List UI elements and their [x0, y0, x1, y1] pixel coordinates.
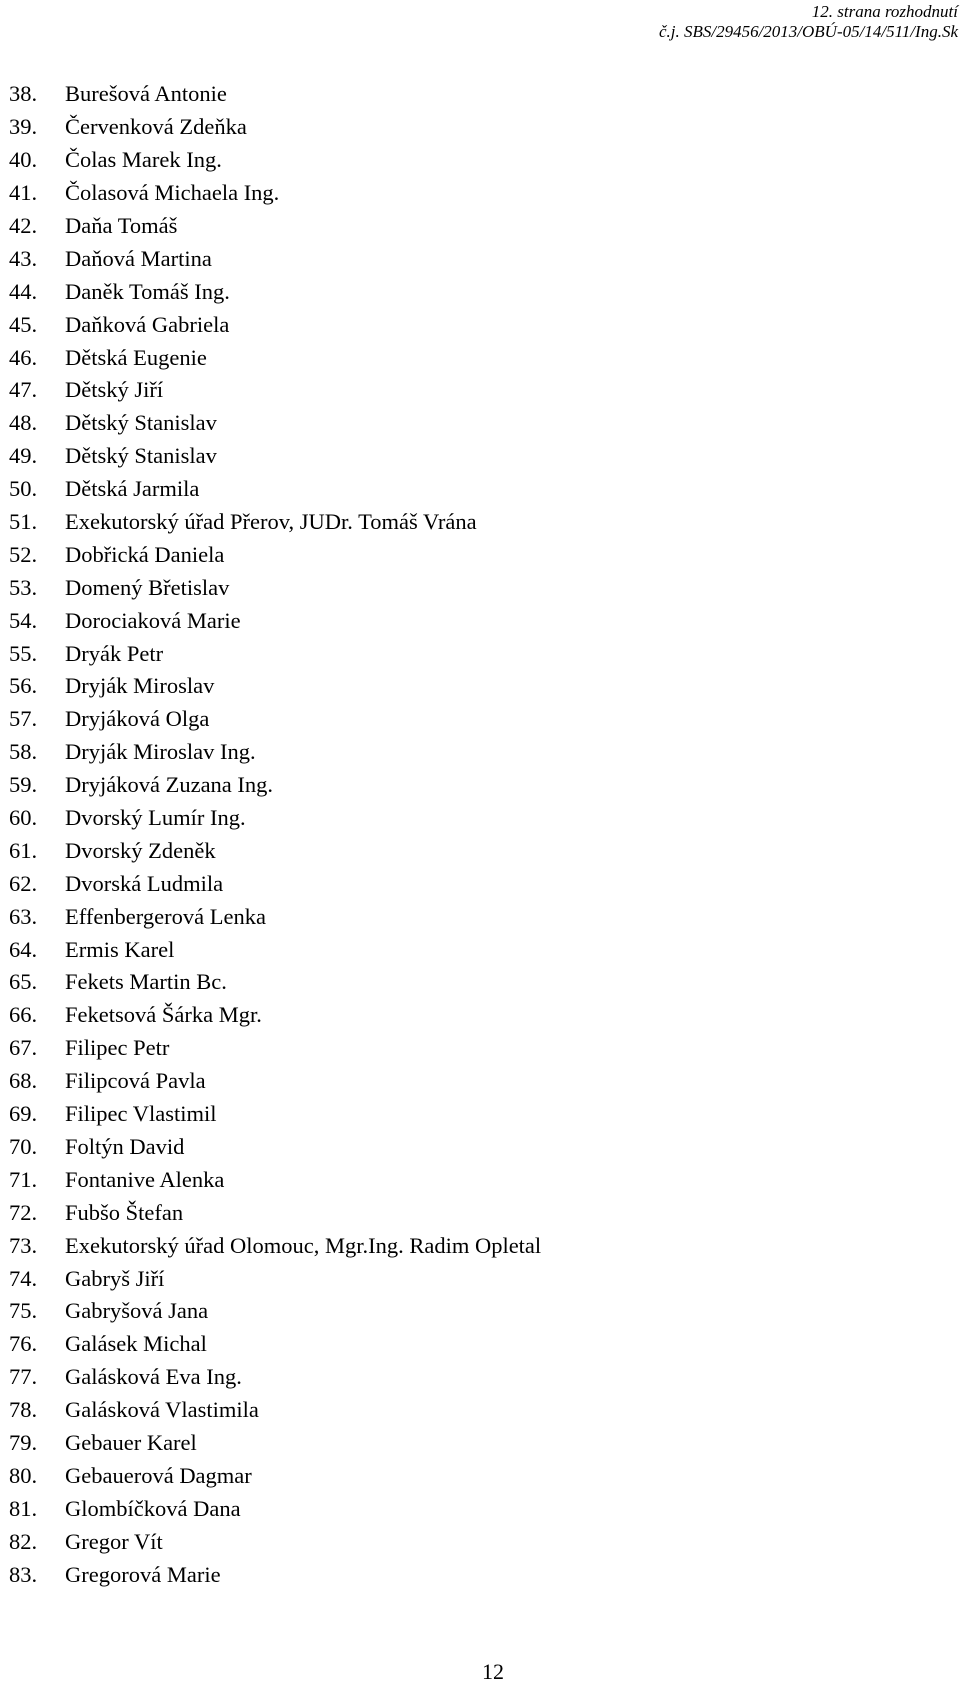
list-item [9, 1262, 541, 1295]
list-item-number: 60. [9, 805, 38, 831]
page-footer [0, 1660, 960, 1684]
list-item [9, 1196, 541, 1229]
list-item [9, 1295, 541, 1328]
list-item-name: Dětská Jarmila [65, 476, 200, 502]
list-item [9, 506, 541, 539]
list-item [9, 407, 541, 440]
list-item-name: Effenbergerová Lenka [65, 903, 266, 929]
list-item-number: 55. [9, 640, 38, 666]
list-item [9, 78, 541, 111]
list-item-name: Foltýn David [65, 1133, 185, 1159]
list-item-name: Dětský Jiří [65, 377, 164, 403]
list-item-number: 39. [9, 114, 38, 140]
list-item-number: 65. [9, 969, 38, 995]
list-item [9, 308, 541, 341]
list-item [9, 111, 541, 144]
list-item [9, 1394, 541, 1427]
list-item-name: Exekutorský úřad Olomouc, Mgr.Ing. Radim Opletal [65, 1232, 542, 1258]
list-item-name: Galásek Michal [65, 1331, 207, 1357]
list-item [9, 933, 541, 966]
list-item-number: 72. [9, 1199, 38, 1225]
list-item-number: 45. [9, 311, 38, 337]
list-item-number: 54. [9, 607, 38, 633]
header-page-label: 12. strana rozhodnutí [811, 2, 958, 21]
list-item [9, 1131, 541, 1164]
list-item-number: 82. [9, 1528, 38, 1554]
list-item [9, 1065, 541, 1098]
list-item-name: Glombíčková Dana [65, 1495, 241, 1521]
participant-list [9, 78, 541, 1591]
list-item-number: 58. [9, 739, 38, 765]
list-item-name: Daněk Tomáš Ing. [65, 278, 230, 304]
list-item-number: 69. [9, 1101, 38, 1127]
list-item-name: Dobřická Daniela [65, 541, 225, 567]
list-item-number: 42. [9, 213, 38, 238]
list-item-name: Dětský Stanislav [65, 410, 217, 436]
list-item-name: Dorociaková Marie [65, 607, 241, 633]
list-item-number: 46. [9, 344, 38, 370]
list-item-name: Dryjáková Olga [65, 706, 210, 732]
list-item-number: 52. [9, 541, 38, 567]
list-item [9, 802, 541, 835]
list-item-number: 63. [9, 903, 38, 929]
list-item [9, 571, 541, 604]
list-item-name: Dryják Miroslav Ing. [65, 739, 256, 765]
list-item [9, 538, 541, 571]
list-item-name: Daňová Martina [65, 245, 212, 271]
list-item-number: 40. [9, 147, 38, 173]
list-item-number: 70. [9, 1133, 38, 1159]
list-item-name: Domený Břetislav [65, 574, 230, 600]
list-item-number: 77. [9, 1364, 38, 1390]
list-item-number: 79. [9, 1429, 38, 1455]
list-item-name: Burešová Antonie [65, 81, 227, 107]
list-item-name: Gregor Vít [65, 1528, 163, 1554]
list-item-number: 61. [9, 837, 38, 863]
list-item-name: Galásková Vlastimila [65, 1397, 259, 1423]
page-number: 12 [482, 1659, 504, 1684]
list-item [9, 966, 541, 999]
list-item [9, 736, 541, 769]
list-item-name: Filipec Petr [65, 1035, 170, 1061]
page-header [659, 2, 958, 42]
list-item [9, 374, 541, 407]
list-item-name: Dryjáková Zuzana Ing. [65, 772, 274, 798]
list-item-number: 71. [9, 1166, 38, 1192]
list-item-name: Gabryšová Jana [65, 1298, 209, 1324]
list-item-number: 43. [9, 245, 38, 271]
list-item [9, 242, 541, 275]
list-item-name: Dryják Miroslav [65, 673, 215, 699]
list-item [9, 1558, 541, 1591]
list-item-name: Dvorský Zdeněk [65, 837, 216, 863]
list-item [9, 1427, 541, 1460]
list-item-number: 78. [9, 1397, 38, 1423]
list-item-number: 83. [9, 1561, 38, 1587]
list-item-name: Fekets Martin Bc. [65, 969, 227, 995]
list-item-name: Filipcová Pavla [65, 1068, 206, 1094]
list-item [9, 1328, 541, 1361]
list-item [9, 275, 541, 308]
list-item [9, 1032, 541, 1065]
list-item-number: 50. [9, 476, 38, 502]
list-item [9, 834, 541, 867]
list-item-number: 53. [9, 574, 38, 600]
list-item [9, 703, 541, 736]
list-item-name: Čolasová Michaela Ing. [65, 180, 280, 206]
list-item [9, 900, 541, 933]
list-item [9, 144, 541, 177]
list-item [9, 769, 541, 802]
list-item [9, 341, 541, 374]
list-item-number: 44. [9, 278, 38, 304]
list-item [9, 604, 541, 637]
list-item-name: Daňková Gabriela [65, 311, 230, 337]
list-item-name: Dvorský Lumír Ing. [65, 805, 246, 831]
list-item-name: Feketsová Šárka Mgr. [65, 1002, 262, 1028]
list-item-number: 38. [9, 81, 38, 107]
list-item-number: 48. [9, 410, 38, 436]
list-item-name: Fontanive Alenka [65, 1166, 225, 1192]
list-item-number: 49. [9, 443, 38, 469]
list-item-number: 51. [9, 509, 38, 535]
list-item-number: 75. [9, 1298, 38, 1324]
list-item-name: Čolas Marek Ing. [65, 147, 222, 173]
list-item-name: Červenková Zdeňka [65, 114, 247, 140]
list-item-name: Gabryš Jiří [65, 1265, 165, 1291]
list-item-name: Ermis Karel [65, 936, 175, 962]
list-item [9, 473, 541, 506]
list-item [9, 1492, 541, 1525]
list-item [9, 210, 541, 243]
list-item [9, 1163, 541, 1196]
list-item [9, 1361, 541, 1394]
list-item [9, 670, 541, 703]
list-item-number: 68. [9, 1068, 38, 1094]
list-item-number: 73. [9, 1232, 38, 1258]
list-item [9, 1525, 541, 1558]
list-item-number: 74. [9, 1265, 38, 1291]
list-item-name: Dětský Stanislav [65, 443, 217, 469]
list-item [9, 177, 541, 210]
list-item-number: 66. [9, 1002, 38, 1028]
list-item-number: 81. [9, 1495, 38, 1521]
list-item-name: Gebauer Karel [65, 1429, 197, 1455]
list-item-number: 57. [9, 706, 38, 732]
list-item [9, 1459, 541, 1492]
list-item-name: Exekutorský úřad Přerov, JUDr. Tomáš Vrána [65, 509, 477, 535]
list-item-name: Galásková Eva Ing. [65, 1364, 242, 1390]
list-item [9, 1098, 541, 1131]
list-item-name: Dvorská Ludmila [65, 870, 224, 896]
list-item-name: Dětská Eugenie [65, 344, 207, 370]
list-item [9, 867, 541, 900]
list-item-number: 62. [9, 870, 38, 896]
list-item-number: 41. [9, 180, 38, 206]
list-item-name: Fubšo Štefan [65, 1199, 184, 1225]
list-item-number: 59. [9, 772, 38, 798]
list-item-number: 76. [9, 1331, 38, 1357]
list-item [9, 440, 541, 473]
list-item [9, 1229, 541, 1262]
list-item [9, 999, 541, 1032]
list-item-number: 80. [9, 1462, 38, 1488]
list-item-name: Filipec Vlastimil [65, 1101, 217, 1127]
list-item-name: Dryák Petr [65, 640, 164, 666]
list-item-name: Daňa Tomáš [65, 213, 178, 238]
list-item [9, 637, 541, 670]
list-item-number: 47. [9, 377, 38, 403]
list-item-number: 56. [9, 673, 38, 699]
list-item-name: Gregorová Marie [65, 1561, 221, 1587]
list-item-number: 64. [9, 936, 38, 962]
list-item-number: 67. [9, 1035, 38, 1061]
header-reference-number: č.j. SBS/29456/2013/OBÚ-05/14/511/Ing.Sk [658, 22, 958, 41]
list-item-name: Gebauerová Dagmar [65, 1462, 252, 1488]
